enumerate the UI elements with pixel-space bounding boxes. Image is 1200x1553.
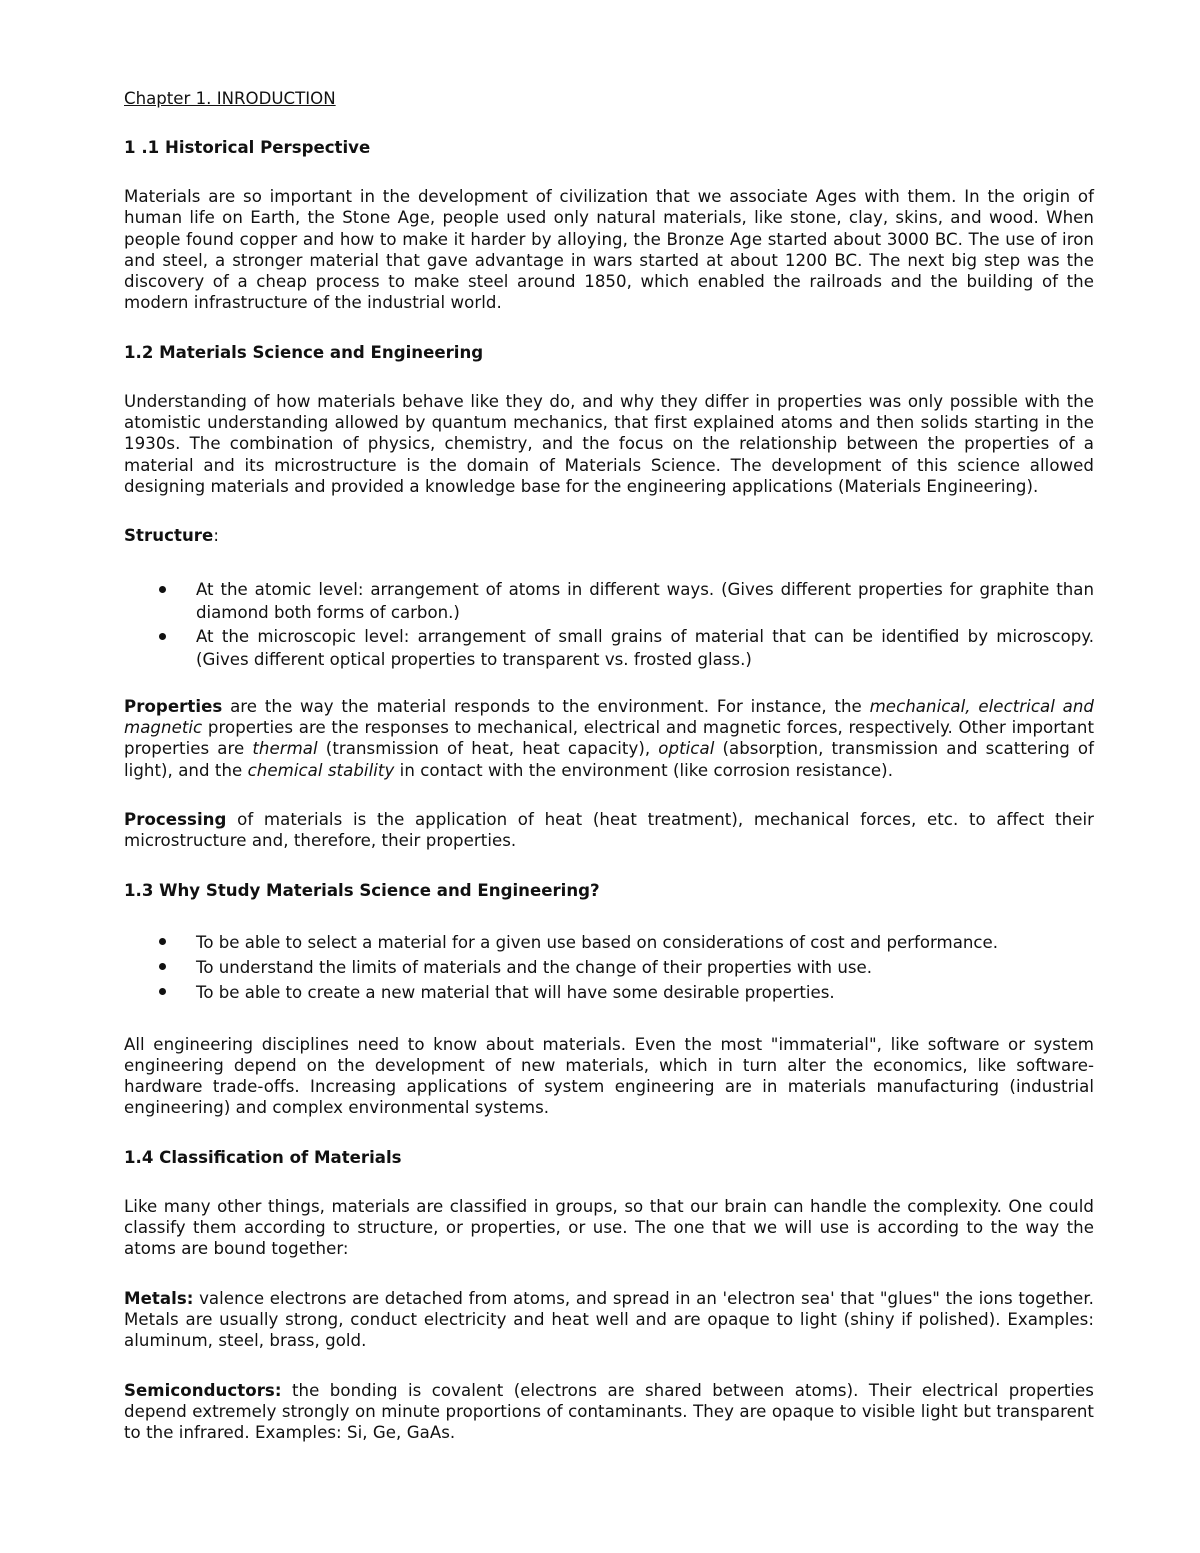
bullet-icon	[159, 938, 166, 945]
engineering-disciplines-paragraph: All engineering disciplines need to know about materials. Even the most "immaterial", like software or system engineering depend on the development of new materials, which in turn alter the economics, like software-hardware trade-offs. Increasing applications of system engineering are in materials manufacturing (industrial engineering) and complex environmental systems.	[124, 1034, 1094, 1118]
section-1-1-heading: 1 .1 Historical Perspective	[124, 138, 371, 157]
properties-label: Properties	[124, 696, 223, 716]
properties-paragraph: Properties are the way the material responds to the environment. For instance, the mechanical, electrical and magnetic properties are the responses to mechanical, electrical and magnetic forces, respectively. Other important properties are thermal (transmission of heat, heat capacity), optical (absorption, transmission and scattering of light), and the chemical stability in contact with the environment (like corrosion resistance).	[124, 696, 1095, 780]
list-item: To be able to create a new material that will have some desirable properties.	[124, 980, 1094, 1005]
bullet-icon	[159, 586, 166, 593]
metals-label: Metals:	[124, 1288, 194, 1308]
why-study-list	[124, 930, 1094, 1005]
list-item: At the atomic level: arrangement of atoms in different ways. (Gives different properties for graphite than diamond both forms of carbon.)	[124, 578, 1094, 625]
chapter-title: Chapter 1. INRODUCTION	[124, 89, 336, 108]
bullet-icon	[159, 963, 166, 970]
list-item: To understand the limits of materials and the change of their properties with use.	[124, 955, 1094, 980]
document-page	[124, 88, 1094, 1443]
structure-label: Structure	[124, 526, 214, 546]
classification-paragraph: Like many other things, materials are classified in groups, so that our brain can handle the complexity. One could classify them according to structure, or properties, or use. The one that we will use is according to the way the atoms are bound together:	[124, 1196, 1094, 1259]
bullet-icon	[159, 633, 166, 640]
mse-paragraph: Understanding of how materials behave like they do, and why they differ in properties was only possible with the atomistic understanding allowed by quantum mechanics, that first explained atoms and then solids starting in the 1930s. The combination of physics, chemistry, and the focus on the relationship between the properties of a material and its microstructure is the domain of Materials Science. The development of this science allowed designing materials and provided a knowledge base for the engineering applications (Materials Engineering).	[124, 391, 1094, 496]
structure-list	[124, 578, 1094, 672]
semiconductors-label: Semiconductors:	[124, 1380, 282, 1400]
metals-paragraph: Metals: valence electrons are detached from atoms, and spread in an 'electron sea' that "glues" the ions together. Metals are usually strong, conduct electricity and heat well and are opaque to light (shiny if polished). Examples: aluminum, steel, brass, gold.	[124, 1288, 1094, 1351]
semiconductors-paragraph: Semiconductors: the bonding is covalent (electrons are shared between atoms). Their electrical properties depend extremely strongly on minute proportions of contaminants. They are opaque to visible light but transparent to the infrared. Examples: Si, Ge, GaAs.	[124, 1380, 1094, 1443]
section-1-4-heading: 1.4 Classification of Materials	[124, 1147, 402, 1167]
list-item: At the microscopic level: arrangement of small grains of material that can be identified by microscopy. (Gives different optical properties to transparent vs. frosted glass.)	[124, 625, 1094, 672]
section-1-3-heading: 1.3 Why Study Materials Science and Engineering?	[124, 880, 600, 900]
processing-label: Processing	[124, 809, 227, 829]
bullet-icon	[159, 988, 166, 995]
processing-paragraph: Processing of materials is the application of heat (heat treatment), mechanical forces, etc. to affect their microstructure and, therefore, their properties.	[124, 809, 1094, 851]
list-item: To be able to select a material for a given use based on considerations of cost and performance.	[124, 930, 1094, 955]
structure-colon: :	[213, 526, 220, 546]
historical-perspective-paragraph: Materials are so important in the development of civilization that we associate Ages with them. In the origin of human life on Earth, the Stone Age, people used only natural materials, like stone, clay, skins, and wood. When people found copper and how to make it harder by alloying, the Bronze Age started about 3000 BC. The use of iron and steel, a stronger material that gave advantage in wars started at about 1200 BC. The next big step was the discovery of a cheap process to make steel around 1850, which enabled the railroads and the building of the modern infrastructure of the industrial world.	[124, 187, 1094, 313]
section-1-2-heading: 1.2 Materials Science and Engineering	[124, 342, 484, 362]
structure-label-line	[124, 525, 1094, 546]
